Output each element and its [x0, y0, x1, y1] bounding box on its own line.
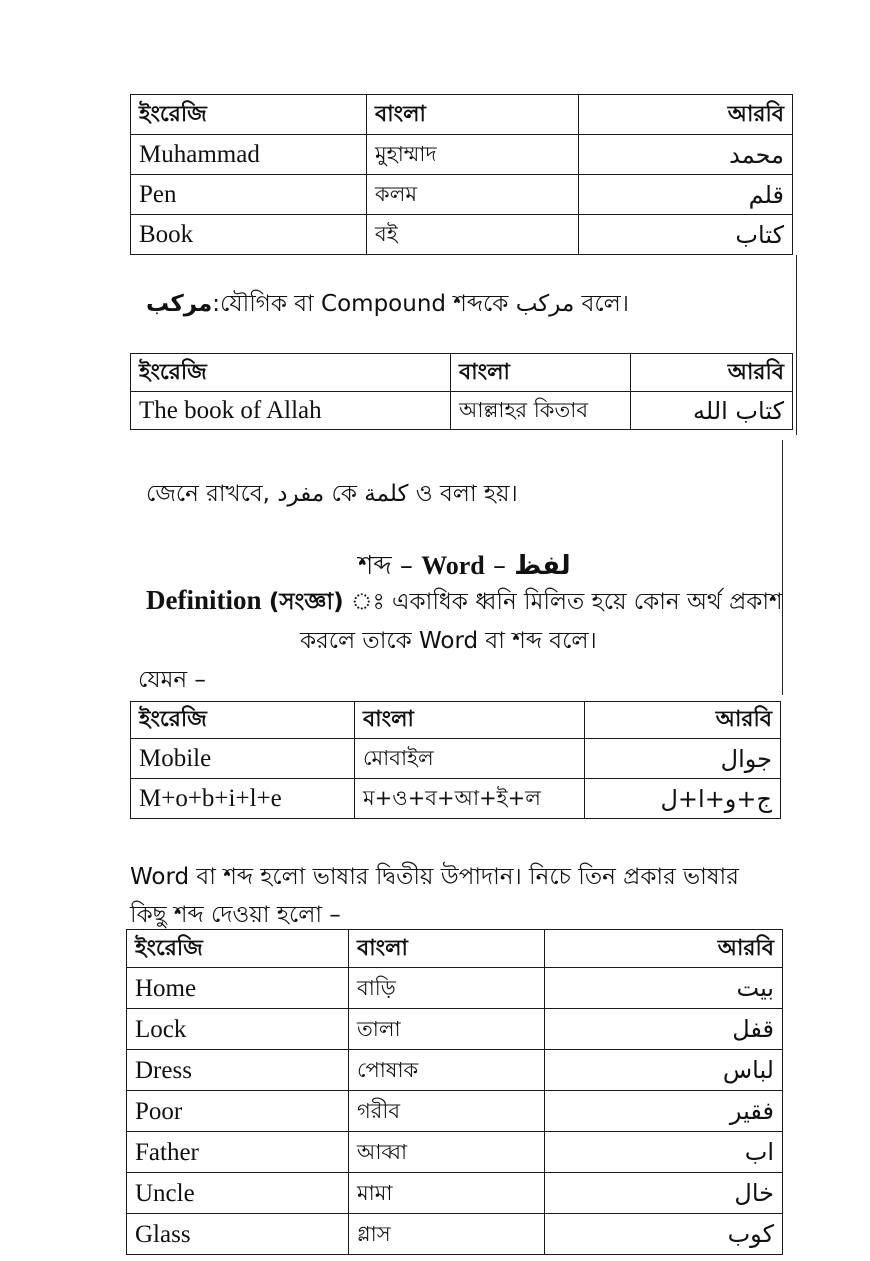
- arabic-word: كوب: [545, 1214, 783, 1255]
- table-row: [127, 1214, 783, 1255]
- arabic-word: ج+و+ا+ل: [585, 779, 781, 819]
- heading-bn: শব্দ: [358, 551, 392, 581]
- compound-text: :যৌগিক বা Compound শব্দকে مركب বলে।: [212, 291, 629, 317]
- bangla-word: কলম: [367, 175, 579, 215]
- english-word: M+o+b+i+l+e: [131, 779, 355, 819]
- english-word: Book: [131, 215, 367, 255]
- table-row: [127, 968, 783, 1009]
- header-arabic: আরবি: [585, 702, 781, 739]
- arabic-word: جوال: [585, 739, 781, 779]
- english-word: Home: [127, 968, 349, 1009]
- table-row: [131, 392, 793, 430]
- arabic-word: اب: [545, 1132, 783, 1173]
- bangla-word: বাড়ি: [349, 968, 545, 1009]
- arabic-word: بيت: [545, 968, 783, 1009]
- header-english: ইংরেজি: [131, 95, 367, 135]
- bangla-word: ম+ও+ব+আ+ই+ল: [355, 779, 585, 819]
- definition-line-1: [146, 583, 783, 622]
- paragraph-text-1: Word বা শব্দ হলো ভাষার দ্বিতীয় উপাদান। নিচে তিন প্রকার ভাষার: [130, 864, 739, 890]
- bangla-word: মামা: [349, 1173, 545, 1214]
- bangla-word: গরীব: [349, 1091, 545, 1132]
- arabic-mufrad: مفرد: [277, 481, 325, 507]
- bangla-word: পোষাক: [349, 1050, 545, 1091]
- example-label: যেমন –: [138, 667, 206, 693]
- table-row: [131, 135, 793, 175]
- table-row: [131, 739, 781, 779]
- header-arabic: আরবি: [579, 95, 793, 135]
- arabic-term-murakkab: مركب: [146, 291, 213, 317]
- definition-label: Definition: [146, 585, 262, 615]
- remember-suffix: ও বলা হয়।: [415, 481, 518, 507]
- arabic-word: فقير: [545, 1091, 783, 1132]
- table-header-row: [131, 354, 793, 392]
- paragraph-text-2: কিছু শব্দ দেওয়া হলো –: [130, 902, 341, 928]
- heading-dash: –: [399, 551, 413, 581]
- table-row: [131, 779, 781, 819]
- header-bangla: বাংলা: [451, 354, 631, 392]
- margin-rule: [796, 255, 797, 435]
- english-word: Muhammad: [131, 135, 367, 175]
- english-word: Dress: [127, 1050, 349, 1091]
- table-row: [127, 1091, 783, 1132]
- table-row: [131, 215, 793, 255]
- arabic-word: قفل: [545, 1009, 783, 1050]
- paragraph-line-1: [130, 858, 739, 897]
- vocab-table-2: [130, 353, 793, 430]
- header-english: ইংরেজি: [131, 702, 355, 739]
- english-word: Glass: [127, 1214, 349, 1255]
- header-arabic: আরবি: [631, 354, 793, 392]
- table-header-row: [131, 95, 793, 135]
- table-row: [127, 1132, 783, 1173]
- english-word: Poor: [127, 1091, 349, 1132]
- header-bangla: বাংলা: [355, 702, 585, 739]
- definition-text-2: করলে তাকে Word বা শব্দ বলে।: [300, 628, 597, 654]
- english-word: Father: [127, 1132, 349, 1173]
- definition-label-bn: (সংজ্ঞা): [268, 589, 344, 615]
- english-word: Lock: [127, 1009, 349, 1050]
- table-row: [131, 175, 793, 215]
- header-english: ইংরেজি: [131, 354, 451, 392]
- bangla-word: মোবাইল: [355, 739, 585, 779]
- table-row: [127, 1009, 783, 1050]
- header-bangla: বাংলা: [349, 930, 545, 968]
- heading-ar: لفظ: [514, 551, 571, 581]
- vocab-table-1: [130, 94, 793, 255]
- english-word: Pen: [131, 175, 367, 215]
- bangla-word: তালা: [349, 1009, 545, 1050]
- arabic-word: كتاب: [579, 215, 793, 255]
- table-row: [127, 1173, 783, 1214]
- arabic-word: كتاب الله: [631, 392, 793, 430]
- header-arabic: আরবি: [545, 930, 783, 968]
- english-word: Uncle: [127, 1173, 349, 1214]
- arabic-word: خال: [545, 1173, 783, 1214]
- arabic-word: قلم: [579, 175, 793, 215]
- definition-line-2: [300, 622, 597, 661]
- bangla-word: আব্বা: [349, 1132, 545, 1173]
- table-row: [127, 1050, 783, 1091]
- arabic-word: لباس: [545, 1050, 783, 1091]
- vocab-table-4: [126, 929, 783, 1255]
- table-header-row: [131, 702, 781, 739]
- definition-text-1: ঃ একাধিক ধ্বনি মিলিত হয়ে কোন অর্থ প্রকাশ: [350, 589, 783, 615]
- heading-en: Word: [421, 551, 485, 580]
- bangla-word: আল্লাহর কিতাব: [451, 392, 631, 430]
- bangla-word: গ্লাস: [349, 1214, 545, 1255]
- margin-rule: [782, 440, 783, 695]
- remember-note: [146, 475, 518, 514]
- arabic-kalima: كلمة: [364, 481, 409, 507]
- remember-mid: কে: [331, 481, 357, 507]
- remember-prefix: জেনে রাখবে,: [146, 481, 270, 507]
- english-word: Mobile: [131, 739, 355, 779]
- bangla-word: বই: [367, 215, 579, 255]
- header-english: ইংরেজি: [127, 930, 349, 968]
- header-bangla: বাংলা: [367, 95, 579, 135]
- bangla-word: মুহাম্মাদ: [367, 135, 579, 175]
- arabic-word: محمد: [579, 135, 793, 175]
- english-word: The book of Allah: [131, 392, 451, 430]
- vocab-table-3: [130, 701, 781, 819]
- table-header-row: [127, 930, 783, 968]
- heading-dash: –: [493, 551, 507, 581]
- compound-definition: [146, 285, 629, 324]
